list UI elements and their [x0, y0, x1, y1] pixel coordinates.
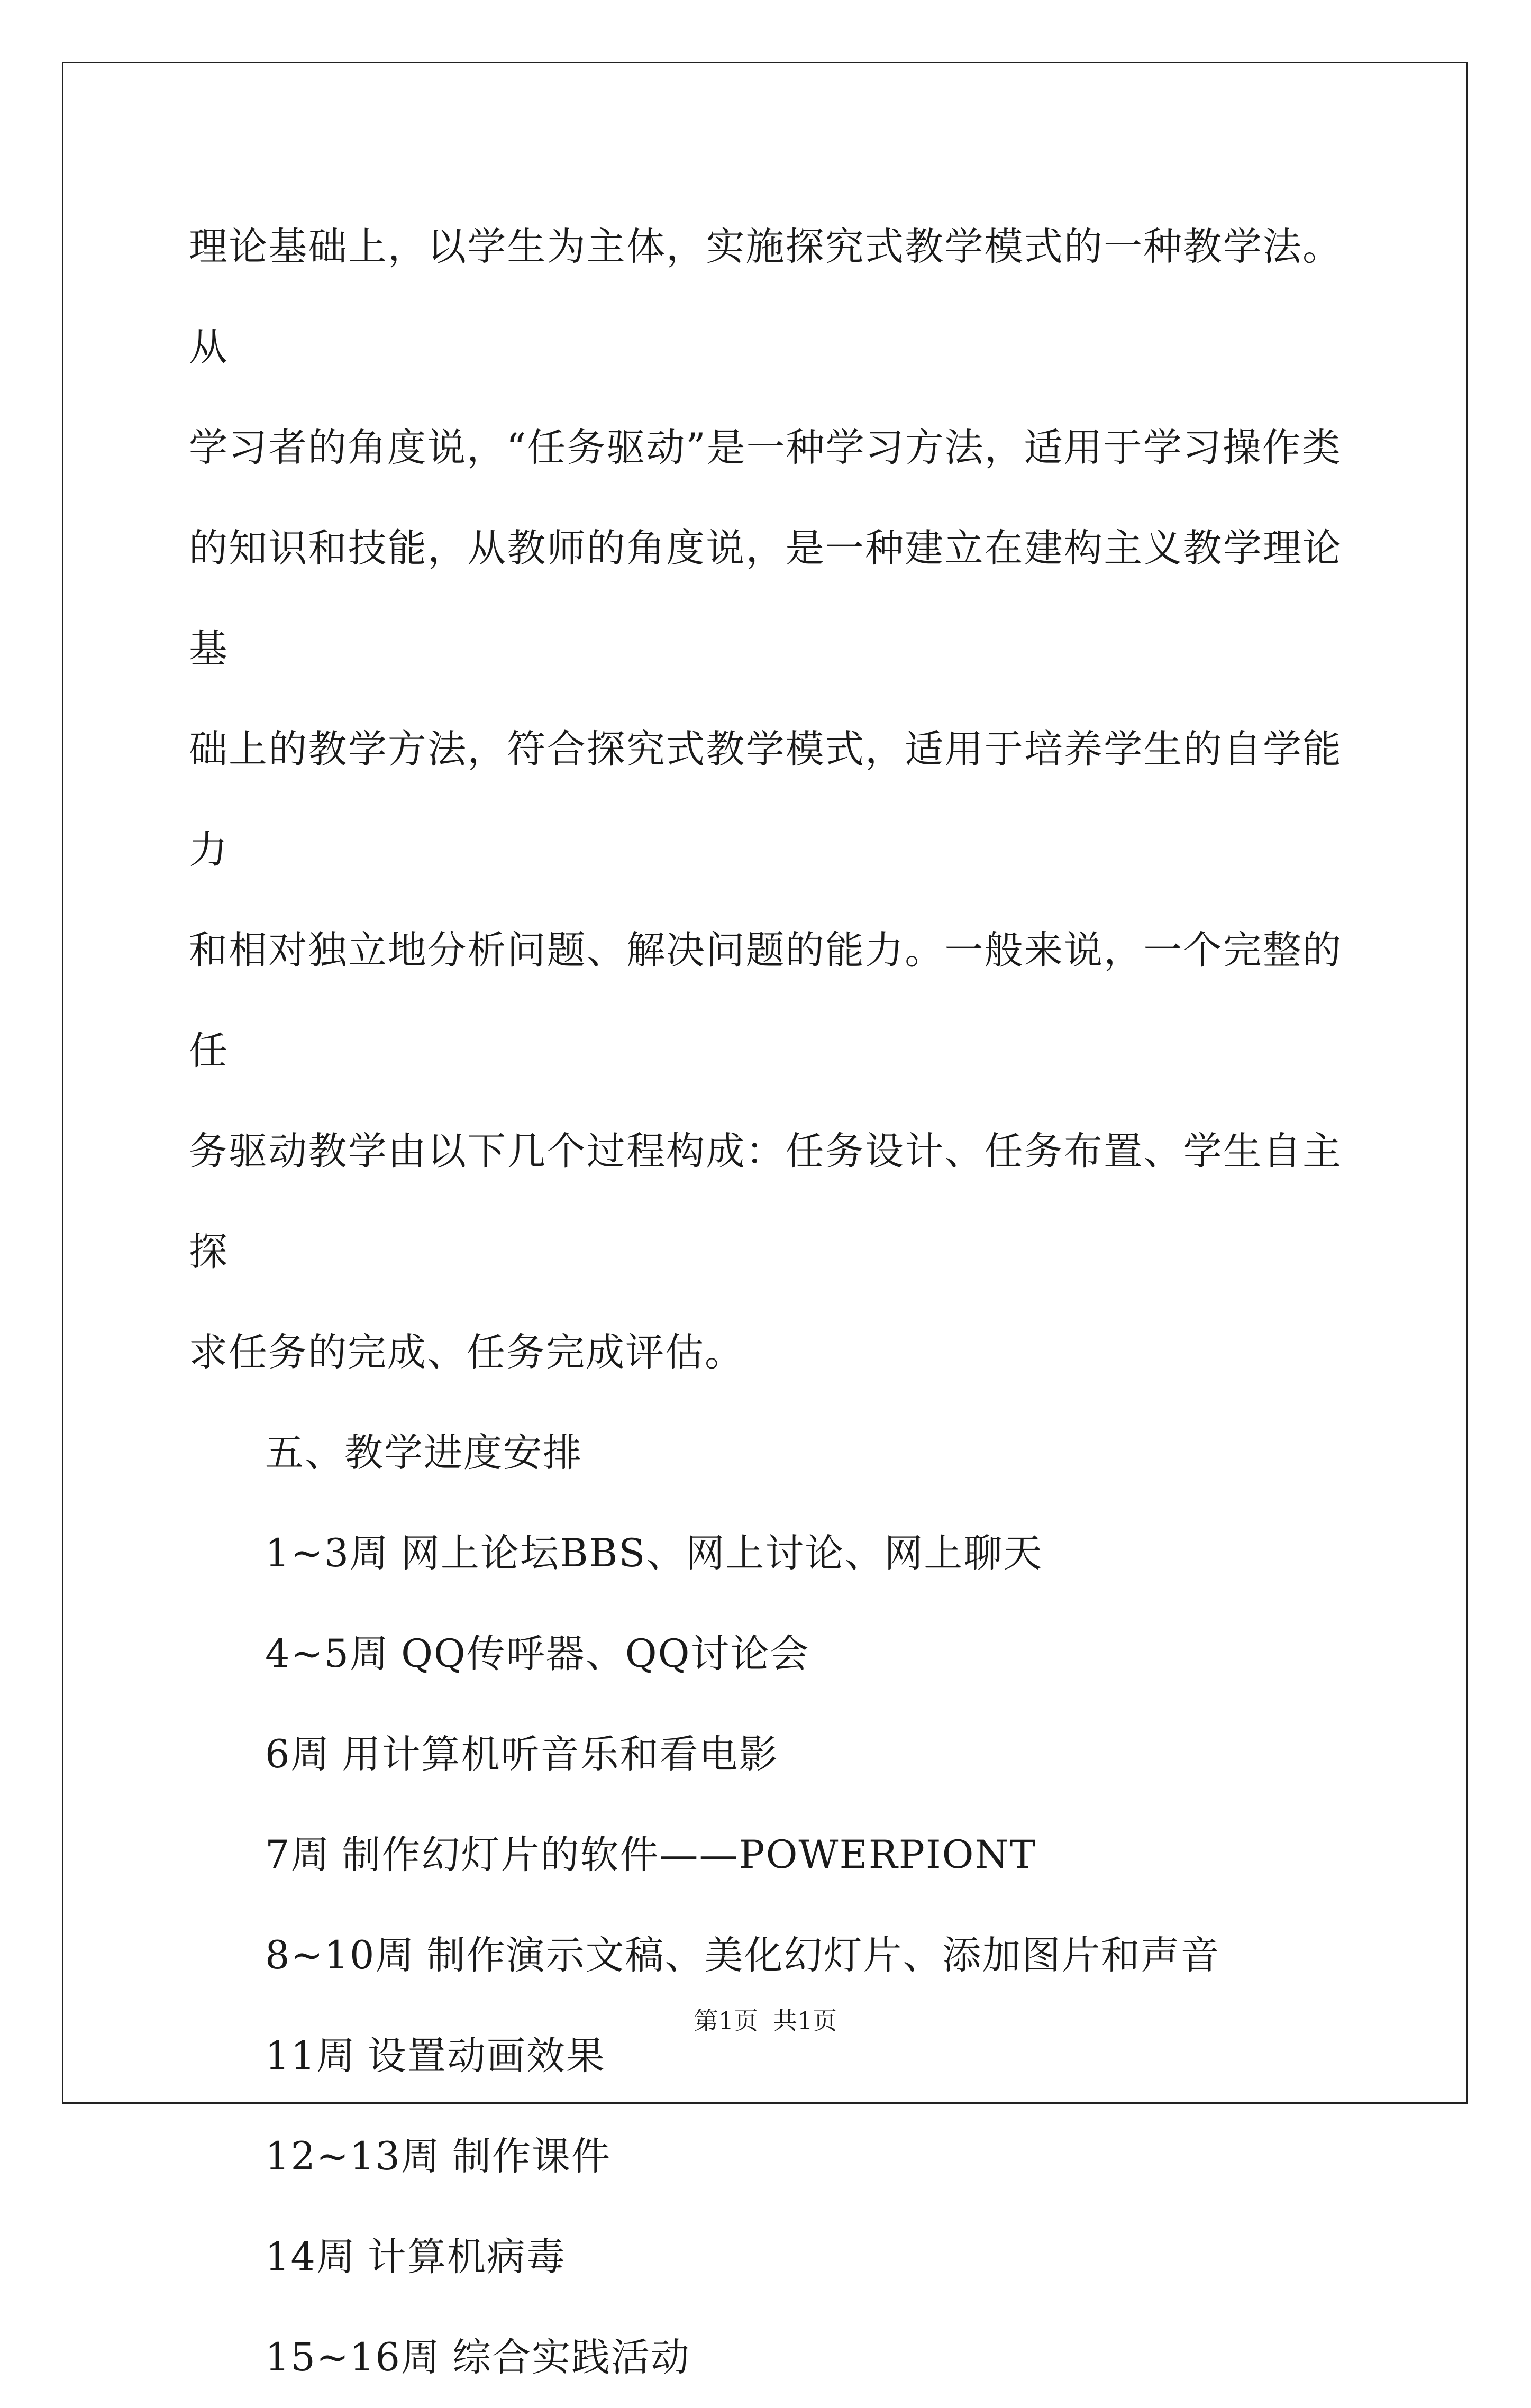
- schedule-week: 7周: [265, 1832, 331, 1877]
- page-number: 第1页: [694, 2006, 758, 2035]
- schedule-item: [189, 2207, 1342, 2307]
- paragraph-line: 的知识和技能，从教师的角度说，是一种建立在建构主义教学理论基: [189, 526, 1342, 671]
- page-total: 共1页: [773, 2006, 837, 2035]
- schedule-item: [189, 2307, 1342, 2408]
- page-footer: [0, 2005, 1531, 2037]
- schedule-content: QQ传呼器、QQ讨论会: [401, 1631, 810, 1676]
- schedule-week: 12~13周: [265, 2134, 441, 2179]
- schedule-week: 11周: [265, 2033, 356, 2078]
- schedule-content: 设置动画效果: [367, 2033, 606, 2078]
- schedule-item: [189, 1905, 1342, 2006]
- schedule-week: 8~10周: [265, 1933, 415, 1978]
- intro-paragraph: [189, 197, 1342, 1403]
- schedule-content: 制作幻灯片的软件——POWERPIONT: [342, 1832, 1037, 1877]
- schedule-content: 计算机病毒: [367, 2234, 566, 2279]
- schedule-week: 14周: [265, 2234, 356, 2279]
- schedule-list: [189, 1503, 1342, 2408]
- section-heading: 五、教学进度安排: [265, 1430, 582, 1475]
- schedule-week: 6周: [265, 1732, 331, 1777]
- paragraph-line: 学习者的角度说，“任务驱动”是一种学习方法，适用于学习操作类: [189, 425, 1342, 470]
- paragraph-line: 础上的教学方法，符合探究式教学模式，适用于培养学生的自学能力: [189, 727, 1342, 872]
- schedule-week: 1~3周: [265, 1531, 390, 1576]
- paragraph-line: 理论基础上，以学生为主体，实施探究式教学模式的一种教学法。从: [189, 224, 1342, 370]
- schedule-week: 15~16周: [265, 2335, 441, 2380]
- schedule-item: [189, 1704, 1342, 1805]
- paragraph-line: 求任务的完成、任务完成评估。: [189, 1330, 744, 1375]
- schedule-week: 4~5周: [265, 1631, 390, 1676]
- schedule-content: 网上论坛BBS、网上讨论、网上聊天: [401, 1531, 1043, 1576]
- schedule-content: 制作演示文稿、美化幻灯片、添加图片和声音: [426, 1933, 1220, 1978]
- schedule-content: 制作课件: [452, 2134, 611, 2179]
- paragraph-line: 务驱动教学由以下几个过程构成：任务设计、任务布置、学生自主探: [189, 1129, 1342, 1274]
- paragraph-line: 和相对独立地分析问题、解决问题的能力。一般来说，一个完整的任: [189, 928, 1342, 1073]
- schedule-content: 用计算机听音乐和看电影: [342, 1732, 779, 1777]
- schedule-item: [189, 1503, 1342, 1604]
- document-body: [189, 197, 1342, 2408]
- schedule-item: [189, 1805, 1342, 1905]
- schedule-item: [189, 2106, 1342, 2207]
- schedule-content: 综合实践活动: [452, 2335, 690, 2380]
- schedule-item: [189, 1604, 1342, 1704]
